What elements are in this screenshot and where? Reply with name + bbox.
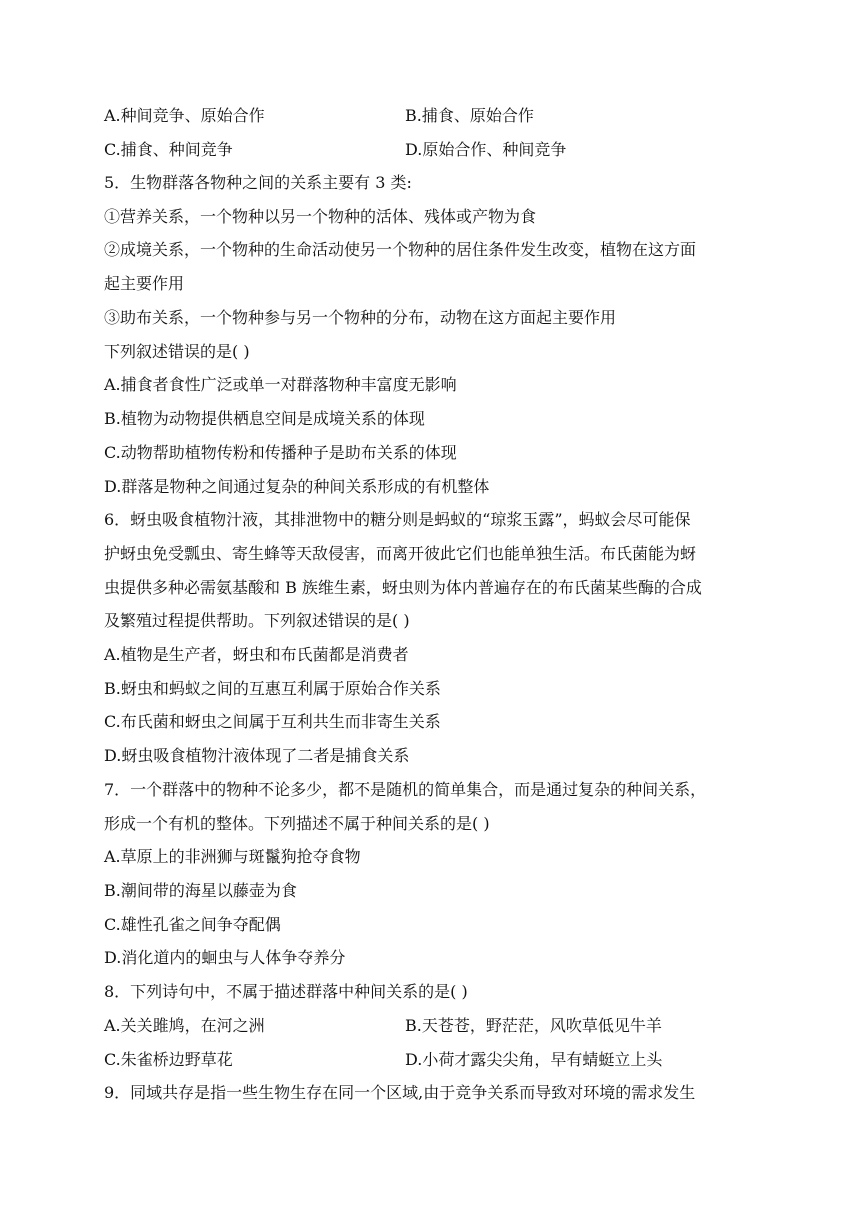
q6-option-d: D.蚜虫吸食植物汁液体现了二者是捕食关系 — [104, 746, 410, 765]
q6-option-b: B.蚜虫和蚂蚁之间的互惠互利属于原始合作关系 — [104, 679, 441, 698]
q5-option-a: A.捕食者食性广泛或单一对群落物种丰富度无影响 — [104, 375, 457, 394]
q6-stem-line-3: 虫提供多种必需氨基酸和 B 族维生素，蚜虫则为体内普遍存在的布氏菌某些酶的合成 — [104, 578, 702, 597]
q5-option-d: D.群落是物种之间通过复杂的种间关系形成的有机整体 — [104, 477, 490, 496]
q5-point-2-line-2: 起主要作用 — [104, 274, 185, 293]
q7-option-d: D.消化道内的蛔虫与人体争夺养分 — [104, 948, 346, 967]
q5-question: 下列叙述错误的是( ) — [104, 342, 250, 361]
q6-option-a: A.植物是生产者，蚜虫和布氏菌都是消费者 — [104, 645, 409, 664]
q5-option-b: B.植物为动物提供栖息空间是成境关系的体现 — [104, 409, 425, 428]
q8-stem: 8．下列诗句中，不属于描述群落中种间关系的是( ) — [104, 982, 468, 1001]
q4-option-d: D.原始合作、种间竞争 — [405, 140, 567, 159]
q4-option-b: B.捕食、原始合作 — [405, 106, 534, 125]
q5-point-1: ①营养关系，一个物种以另一个物种的活体、残体或产物为食 — [104, 207, 537, 226]
q5-point-3: ③助布关系，一个物种参与另一个物种的分布，动物在这方面起主要作用 — [104, 308, 617, 327]
q5-stem: 5．生物群落各物种之间的关系主要有 3 类: — [104, 173, 412, 192]
q7-stem-line-2: 形成一个有机的整体。下列描述不属于种间关系的是( ) — [104, 814, 490, 833]
q4-option-a: A.种间竞争、原始合作 — [104, 106, 265, 125]
q5-option-c: C.动物帮助植物传粉和传播种子是助布关系的体现 — [104, 443, 457, 462]
q6-stem-line-4: 及繁殖过程提供帮助。下列叙述错误的是( ) — [104, 611, 410, 630]
q7-stem-line-1: 7．一个群落中的物种不论多少，都不是随机的简单集合，而是通过复杂的种间关系， — [104, 780, 707, 799]
q4-option-c: C.捕食、种间竞争 — [104, 140, 233, 159]
q6-option-c: C.布氏菌和蚜虫之间属于互利共生而非寄生关系 — [104, 712, 441, 731]
q9-stem-line-1: 9．同域共存是指一些生物生存在同一个区域,由于竞争关系而导致对环境的需求发生 — [104, 1083, 696, 1102]
q7-option-b: B.潮间带的海星以藤壶为食 — [104, 881, 297, 900]
q6-stem-line-1: 6．蚜虫吸食植物汁液，其排泄物中的糖分则是蚂蚁的“琼浆玉露”，蚂蚁会尽可能保 — [104, 510, 691, 529]
q7-option-c: C.雄性孔雀之间争夺配偶 — [104, 915, 281, 934]
q8-option-a: A.关关雎鸠，在河之洲 — [104, 1016, 265, 1035]
q8-option-b: B.天苍苍，野茫茫，风吹草低见牛羊 — [405, 1016, 662, 1035]
q5-point-2-line-1: ②成境关系，一个物种的生命活动使另一个物种的居住条件发生改变，植物在这方面 — [104, 240, 697, 259]
q6-stem-line-2: 护蚜虫免受瓢虫、寄生蜂等天敌侵害，而离开彼此它们也能单独生活。布氏菌能为蚜 — [104, 544, 697, 563]
q8-option-c: C.朱雀桥边野草花 — [104, 1050, 233, 1069]
q7-option-a: A.草原上的非洲狮与斑鬣狗抢夺食物 — [104, 847, 361, 866]
q8-option-d: D.小荷才露尖尖角，早有蜻蜓立上头 — [405, 1050, 663, 1069]
